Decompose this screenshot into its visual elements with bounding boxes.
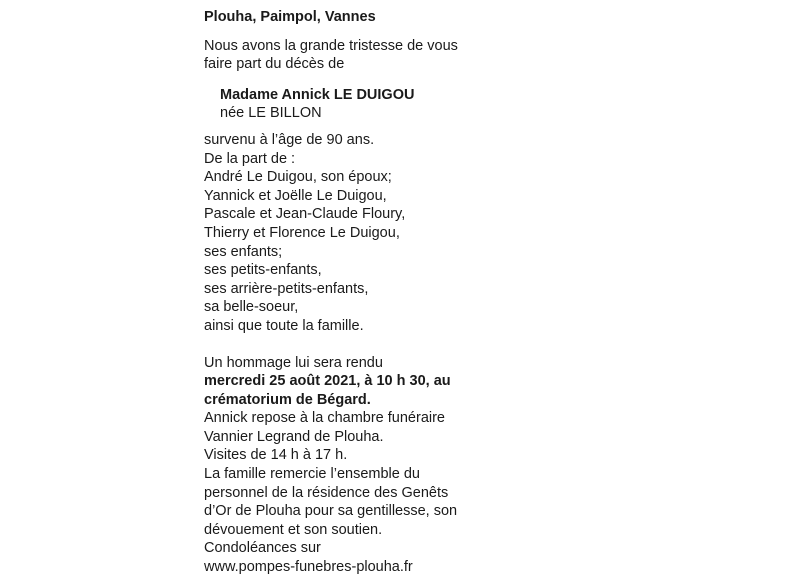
paragraph-gap [204, 336, 484, 354]
intro-line: Nous avons la grande tristesse de vous [204, 37, 458, 54]
maiden-name: née LE BILLON [220, 105, 322, 122]
notice-details [204, 409, 484, 576]
body-line: sa belle-soeur, [204, 299, 299, 316]
detail-line: personnel de la résidence des Genêts [204, 484, 449, 501]
detail-line: Vannier Legrand de Plouha. [204, 428, 384, 445]
ceremony-place: crématorium de Bégard. [204, 391, 371, 408]
detail-line: Annick repose à la chambre funéraire [204, 410, 445, 427]
detail-line: La famille remercie l’ensemble du [204, 466, 420, 483]
body-line: Thierry et Florence Le Duigou, [204, 224, 400, 241]
detail-line: dévouement et son soutien. [204, 521, 383, 538]
detail-line: Visites de 14 h à 17 h. [204, 447, 348, 464]
deceased-name: Madame Annick LE DUIGOU [220, 86, 415, 103]
body-line: André Le Duigou, son époux; [204, 169, 392, 186]
detail-line: Condoléances sur [204, 540, 321, 557]
notice-body [204, 131, 484, 336]
ceremony-date: mercredi 25 août 2021, à 10 h 30, au [204, 373, 451, 390]
notice-location: Plouha, Paimpol, Vannes [204, 9, 376, 25]
ceremony-lead: Un hommage lui sera rendu [204, 354, 383, 371]
body-line: ainsi que toute la famille. [204, 317, 364, 334]
body-line: ses arrière-petits-enfants, [204, 280, 369, 297]
body-line: De la part de : [204, 150, 296, 167]
body-line: Yannick et Joëlle Le Duigou, [204, 187, 387, 204]
body-line: ses enfants; [204, 243, 283, 260]
body-line: Pascale et Jean-Claude Floury, [204, 206, 406, 223]
detail-line: d’Or de Plouha pour sa gentillesse, son [204, 503, 458, 520]
condolences-website: www.pompes-funebres-plouha.fr [204, 559, 413, 576]
death-notice [204, 8, 484, 577]
deceased-block [220, 86, 484, 123]
notice-intro [204, 37, 484, 74]
intro-line: faire part du décès de [204, 56, 345, 73]
ceremony-info [204, 354, 484, 410]
body-line: survenu à l’âge de 90 ans. [204, 131, 375, 148]
body-line: ses petits-enfants, [204, 262, 322, 279]
